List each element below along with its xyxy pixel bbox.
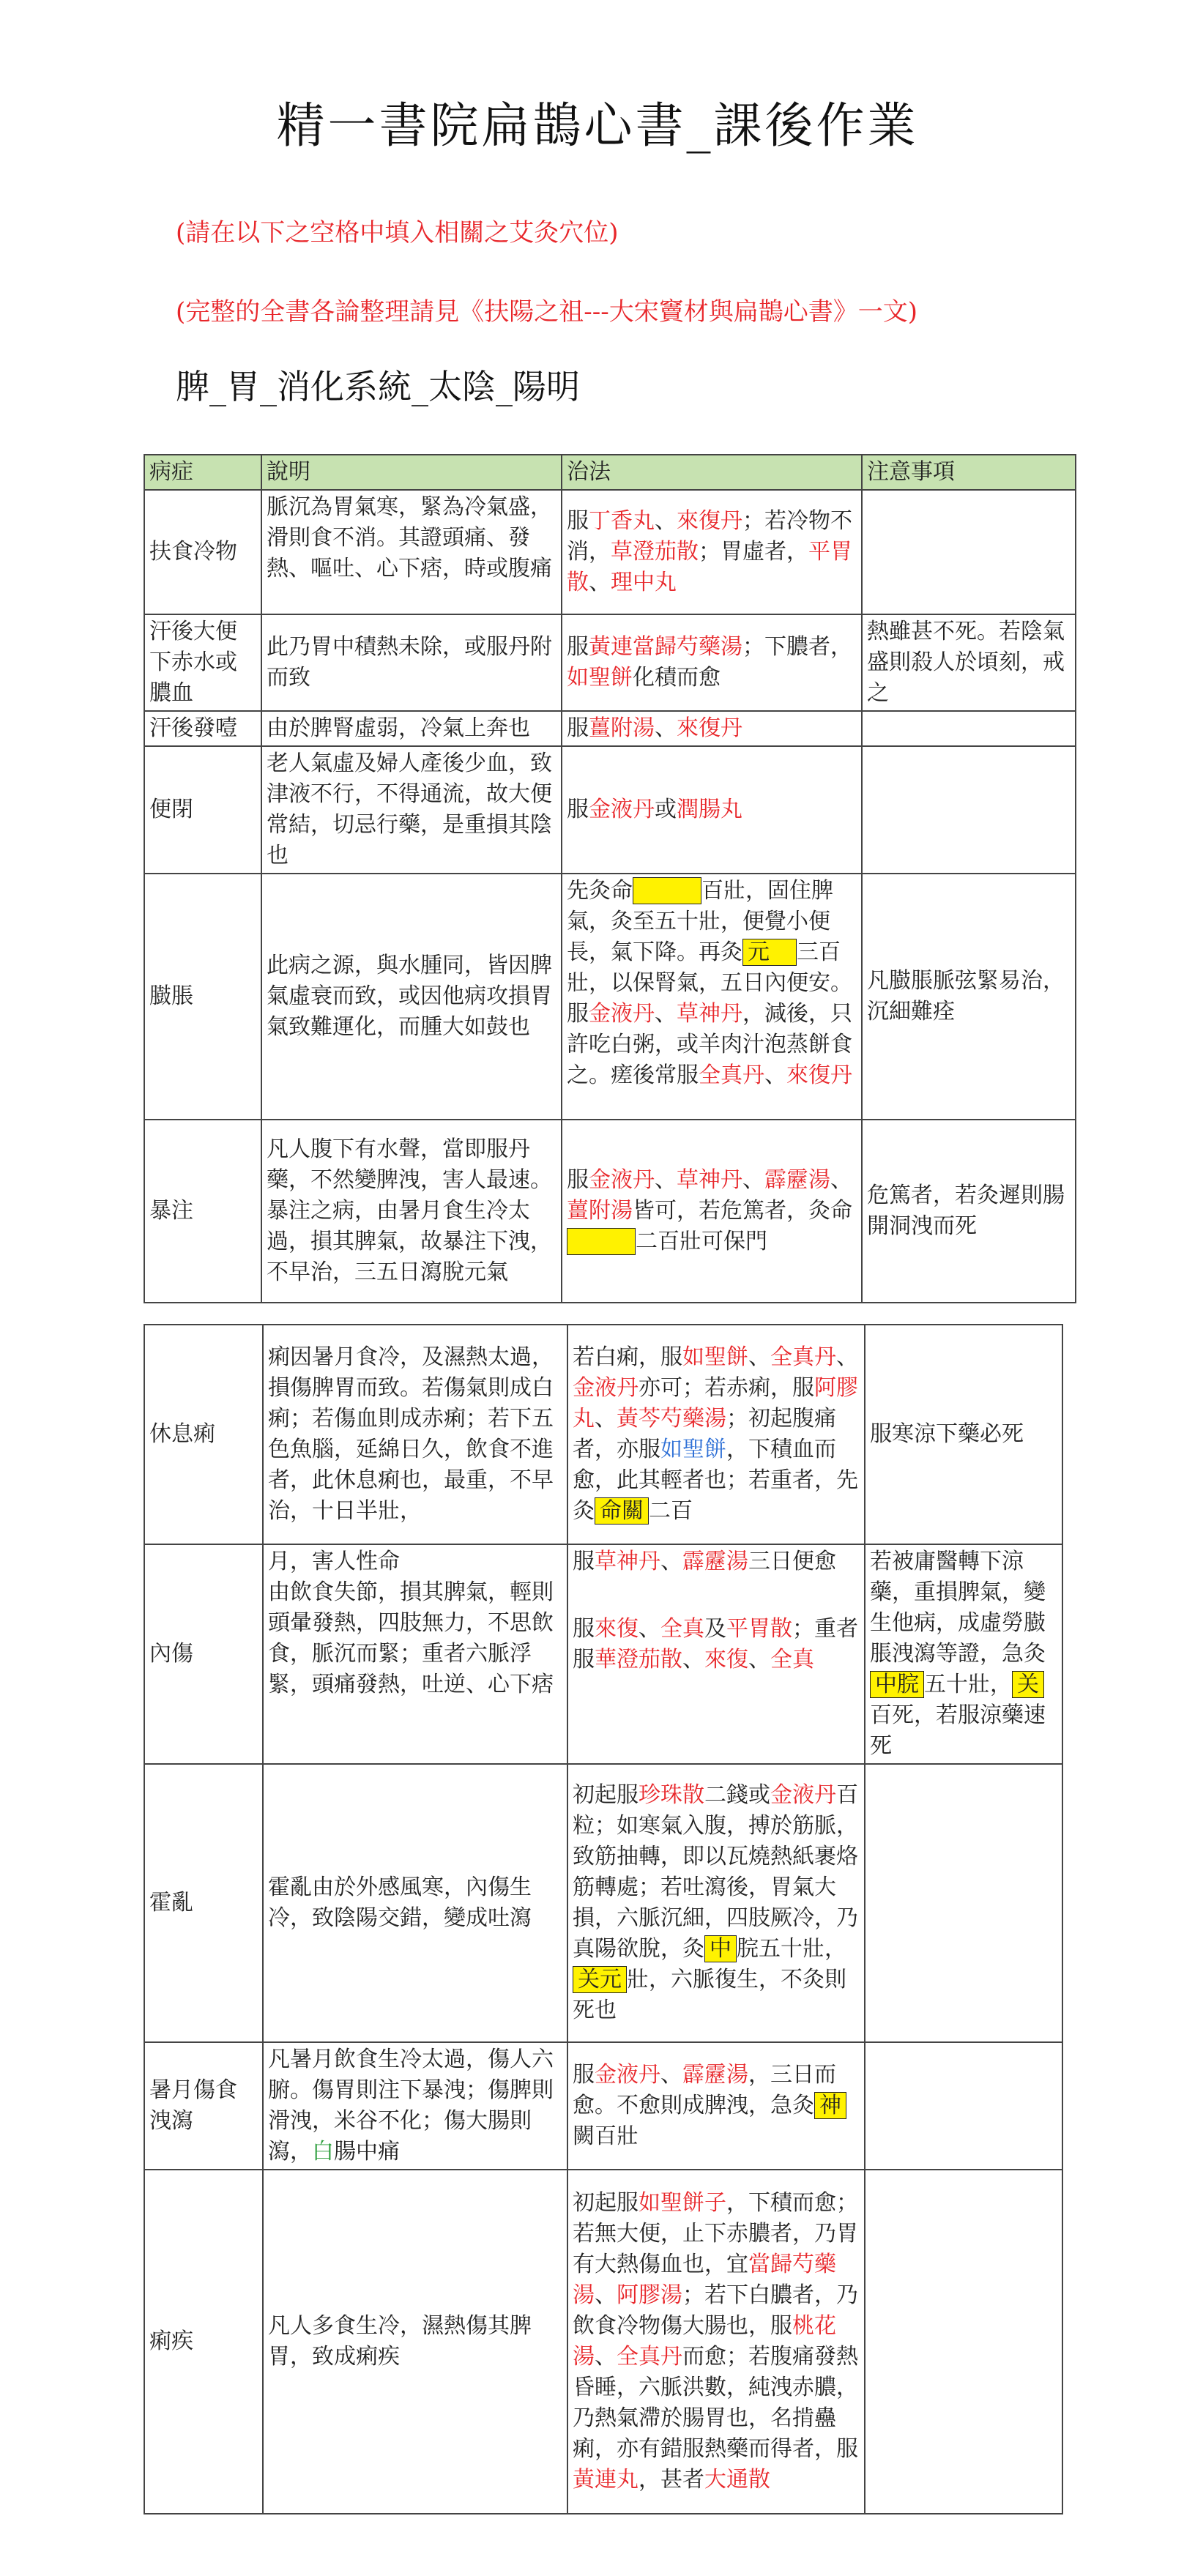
desc-cell: 月，害人性命 由飲食失節，損其脾氣，輕則頭暈發熱，四肢無力，不思飲食，脈沉而緊；重者六脈浮緊，頭痛發熱，吐逆、心下痞: [263, 1544, 567, 1764]
instruction-note: (請在以下之空格中填入相關之艾灸穴位): [176, 218, 619, 247]
table-row: [144, 1764, 1062, 2042]
acupoint-blank[interactable]: 中脘: [870, 1671, 924, 1698]
table-row: [144, 1120, 1076, 1303]
desc-cell: 老人氣虛及婦人產後少血，致津液不行，不得通流，故大便常結，切忌行藥，是重損其陰也: [261, 746, 562, 874]
symptom-cell: 暑月傷食洩瀉: [144, 2042, 263, 2170]
caution-cell: 若被庸醫轉下涼藥，重損脾氣，變生他病，成虛勞臌脹洩瀉等證，急灸中脘 五十壯， 关百死，若服涼藥速死: [865, 1544, 1062, 1764]
header-desc: 說明: [261, 455, 562, 490]
treat-cell: 服丁香丸、來復丹；若冷物不消，草澄茄散；胃虛者，平胃散、理中丸: [562, 490, 862, 614]
acupoint-blank[interactable]: 中: [704, 1935, 737, 1962]
acupoint-blank[interactable]: 神: [814, 2092, 846, 2119]
symptom-cell: 汗後大便下赤水或膿血: [144, 614, 261, 711]
symptom-cell: 休息痢: [144, 1325, 263, 1544]
treat-cell: 若白痢，服如聖餅、全真丹、金液丹亦可；若赤痢，服阿膠丸、黃芩芍藥湯；初起腹痛者，亦服如聖餅，下積血而愈，此其輕者也；若重者，先灸 命關 二百: [567, 1325, 865, 1544]
desc-cell: 凡人腹下有水聲，當即服丹藥，不然變脾洩，害人最速。暴注之病，由暑月食生冷太過，損其脾氣，故暴注下洩，不早治，三五日瀉脫元氣: [261, 1120, 562, 1303]
symptom-cell: 汗後發噎: [144, 711, 261, 746]
treat-cell: 初起服珍珠散二錢或金液丹百粒；如寒氣入腹，搏於筋脈，致筋抽轉，即以瓦燒熱紙裹烙筋轉處；若吐瀉後，胃氣大損，六脈沉細，四肢厥冷，乃真陽欲脫，灸 中 脘五十壯，关元 壯，六脈復生，不灸則死也: [567, 1764, 865, 2042]
section-title: 脾_胃_消化系統_太陰_陽明: [176, 367, 580, 406]
treat-cell: 服草神丹、霹靂湯三日便愈 服來復、全真及平胃散；重者服華澄茄散、來復、全真: [567, 1544, 865, 1764]
desc-cell: 凡暑月飲食生冷太過，傷人六腑。傷胃則注下暴洩；傷脾則滑洩，米谷不化；傷大腸則瀉，白腸中痛: [263, 2042, 567, 2170]
header-symptom: 病症: [144, 455, 261, 490]
symptom-cell: 暴注: [144, 1120, 261, 1303]
page-title: 精一書院扁鵲心書_課後作業: [276, 97, 919, 154]
treat-cell: 服黃連當歸芍藥湯；下膿者，如聖餅化積而愈: [562, 614, 862, 711]
symptom-cell: 痢疾: [144, 2170, 263, 2514]
desc-cell: 痢因暑月食冷，及濕熱太過，損傷脾胃而致。若傷氣則成白痢；若傷血則成赤痢；若下五色魚腦，延綿日久，飲食不進者，此休息痢也，最重，不早治，十日半壯，: [263, 1325, 567, 1544]
table-header-row: [144, 455, 1076, 490]
acupoint-blank[interactable]: 关: [1012, 1671, 1044, 1698]
desc-cell: 凡人多食生冷，濕熱傷其脾胃，致成痢疾: [263, 2170, 567, 2514]
caution-cell: [862, 746, 1076, 874]
treat-cell: 先灸命 百壯，固住脾氣，灸至五十壯，便覺小便長，氣下降。再灸 元 三百壯，以保腎氣，五日內便安。服金液丹、草神丹，減後，只許吃白粥，或羊肉汁泡蒸餅食之。瘥後常服全真丹、來復丹: [562, 874, 862, 1120]
caution-cell: [865, 2170, 1062, 2514]
table-row: [144, 711, 1076, 746]
treat-cell: 服金液丹或潤腸丸: [562, 746, 862, 874]
acupoint-blank[interactable]: [567, 1228, 636, 1255]
symptom-cell: 扶食冷物: [144, 490, 261, 614]
caution-cell: [865, 2042, 1062, 2170]
caution-cell: 熱雖甚不死。若陰氣盛則殺人於頃刻，戒之: [862, 614, 1076, 711]
symptom-cell: 霍亂: [144, 1764, 263, 2042]
acupoint-blank[interactable]: 关元: [573, 1966, 627, 1993]
table-row: [144, 490, 1076, 614]
acupoint-blank[interactable]: 元: [742, 939, 797, 966]
symptom-cell: 內傷: [144, 1544, 263, 1764]
symptom-cell: 便閉: [144, 746, 261, 874]
desc-cell: 霍亂由於外感風寒，內傷生冷，致陰陽交錯，變成吐瀉: [263, 1764, 567, 2042]
table-part-1: [144, 454, 1076, 1303]
caution-cell: [862, 490, 1076, 614]
header-treat: 治法: [562, 455, 862, 490]
treat-cell: 服金液丹、霹靂湯，三日而愈。不愈則成脾洩，急灸 神闕百壯: [567, 2042, 865, 2170]
symptom-cell: 臌脹: [144, 874, 261, 1120]
table-row: [144, 1325, 1062, 1544]
desc-cell: 此病之源，與水腫同，皆因脾氣虛衰而致，或因他病攻損胃氣致難運化，而腫大如鼓也: [261, 874, 562, 1120]
acupoint-blank[interactable]: [633, 877, 701, 904]
caution-cell: 服寒涼下藥必死: [865, 1325, 1062, 1544]
table-part-2: [144, 1324, 1063, 2514]
treat-cell: 初起服如聖餅子，下積而愈；若無大便，止下赤膿者，乃胃有大熱傷血也，宜當歸芍藥湯、阿膠湯；若下白膿者，乃飲食冷物傷大腸也，服桃花湯、全真丹而愈；若腹痛發熱昏睡，六脈洪數，純洩赤膿，乃熱氣滯於腸胃也，名掯蠱痢，亦有錯服熱藥而得者，服黃連丸，甚者大通散: [567, 2170, 865, 2514]
caution-cell: [862, 711, 1076, 746]
caution-cell: 凡臌脹脈弦緊易治，沉細難痊: [862, 874, 1076, 1120]
table-row: [144, 1544, 1062, 1764]
header-caution: 注意事項: [862, 455, 1076, 490]
table-row: [144, 874, 1076, 1120]
table-row: [144, 614, 1076, 711]
treat-cell: 服薑附湯、來復丹: [562, 711, 862, 746]
treat-cell: 服金液丹、草神丹、霹靂湯、薑附湯皆可，若危篤者，灸命二百壯可保門: [562, 1120, 862, 1303]
caution-cell: 危篤者，若灸遲則腸開洞洩而死: [862, 1120, 1076, 1303]
desc-cell: 由於脾腎虛弱，冷氣上奔也: [261, 711, 562, 746]
caution-cell: [865, 1764, 1062, 2042]
table-row: [144, 2170, 1062, 2514]
table-row: [144, 2042, 1062, 2170]
acupoint-blank[interactable]: 命關: [595, 1497, 649, 1525]
desc-cell: 脈沉為胃氣寒，緊為冷氣盛，滑則食不消。其證頭痛、發熱、嘔吐、心下痞，時或腹痛: [261, 490, 562, 614]
table-row: [144, 746, 1076, 874]
reference-note: (完整的全書各論整理請見《扶陽之祖---大宋竇材與扁鵲心書》一文): [176, 297, 917, 327]
desc-cell: 此乃胃中積熱未除，或服丹附而致: [261, 614, 562, 711]
